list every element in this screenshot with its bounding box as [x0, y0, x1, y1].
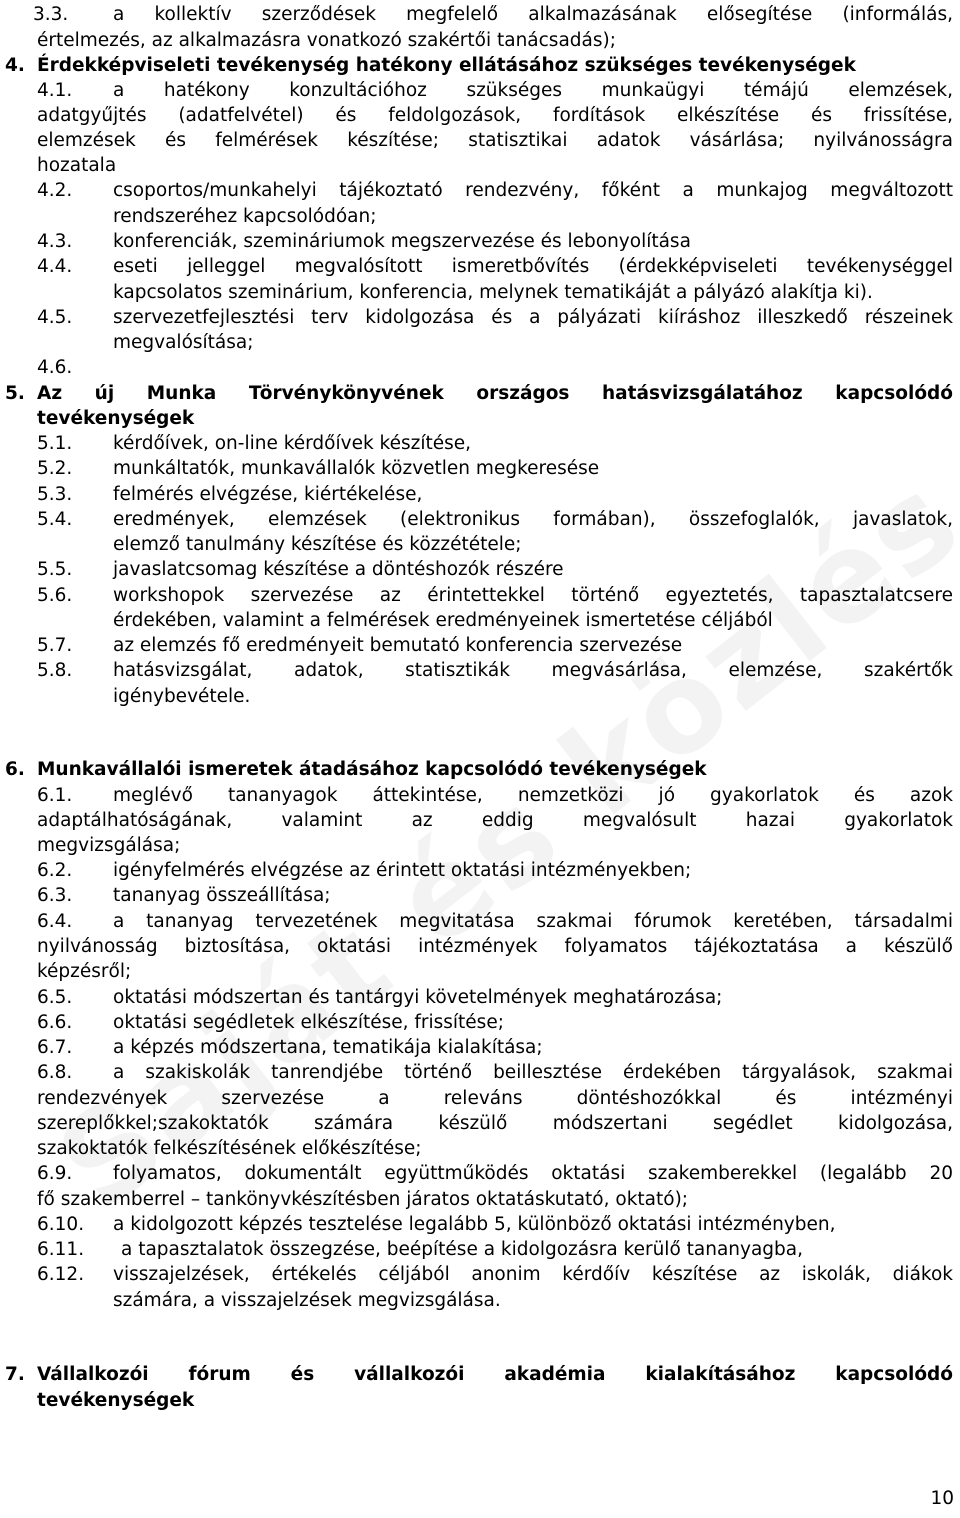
list-item: [0, 783, 960, 809]
item-number: 5.2.: [37, 458, 73, 479]
item-text: elemzések és felmérések készítése; statisztikai adatok vásárlása; nyilvánosságra: [37, 130, 953, 151]
list-item-continuation: [0, 153, 960, 179]
list-item: [0, 78, 960, 104]
item-text: tananyag összeállítása;: [113, 885, 331, 906]
item-number: 4.6.: [37, 357, 73, 378]
item-text: képzésről;: [37, 961, 132, 982]
item-text: a kidolgozott képzés tesztelése legalább 5, különböző oktatási intézményben,: [113, 1214, 836, 1235]
section-heading: [0, 1362, 960, 1388]
list-item-continuation: [0, 1288, 960, 1314]
item-number: 6.3.: [37, 885, 73, 906]
item-text: adaptálhatóságának, valamint az eddig megvalósult hazai gyakorlatok: [37, 810, 953, 831]
item-text: számára, a visszajelzések megvizsgálása.: [113, 1290, 501, 1311]
list-item: [0, 1035, 960, 1061]
item-number: 5.8.: [37, 660, 73, 681]
list-item-continuation: [0, 608, 960, 634]
section-number: 6.: [5, 759, 25, 780]
list-item: [0, 633, 960, 659]
list-item: [0, 858, 960, 884]
list-item-continuation: [0, 934, 960, 960]
list-item-continuation: [0, 330, 960, 356]
item-number: 4.2.: [37, 180, 73, 201]
list-item: [0, 583, 960, 609]
item-number: 6.4.: [37, 911, 73, 932]
item-text: kapcsolatos szeminárium, konferencia, melynek tematikáját a pályázó alakítja ki).: [113, 282, 873, 303]
item-number: 3.3.: [33, 4, 69, 25]
item-text: fő szakemberrel – tankönyvkészítésben járatos oktatáskutató, oktató);: [37, 1189, 689, 1210]
list-item-continuation: [0, 1187, 960, 1213]
item-number: 4.1.: [37, 80, 73, 101]
item-number: 6.2.: [37, 860, 73, 881]
item-text: meglévő tananyagok áttekintése, nemzetközi jó gyakorlatok és azok: [113, 785, 953, 806]
item-text: a hatékony konzultációhoz szükséges munkaügyi témájú elemzések,: [113, 80, 953, 101]
section-title: tevékenységek: [37, 408, 195, 429]
list-item-continuation: [0, 280, 960, 306]
item-text: a tapasztalatok összegzése, beépítése a kidolgozásra kerülő tananyagba,: [121, 1239, 804, 1260]
list-item: [0, 2, 960, 28]
list-item: [0, 1060, 960, 1086]
item-text: eseti jelleggel megvalósított ismeretbővítés (érdekképviseleti tevékenységgel: [113, 256, 953, 277]
item-text: értelmezés, az alkalmazásra vonatkozó szakértői tanácsadás);: [37, 30, 616, 51]
item-text: szervezetfejlesztési terv kidolgozása és a pályázati kiíráshoz illeszkedő részeinek: [113, 307, 953, 328]
list-item: [0, 431, 960, 457]
list-item: [0, 456, 960, 482]
item-number: 4.5.: [37, 307, 73, 328]
list-item-continuation: [0, 684, 960, 710]
list-item: [0, 1161, 960, 1187]
item-number: 5.7.: [37, 635, 73, 656]
item-text: a kollektív szerződések megfelelő alkalmazásának elősegítése (informálás,: [113, 4, 953, 25]
item-text: javaslatcsomag készítése a döntéshozók részére: [113, 559, 564, 580]
item-text: csoportos/munkahelyi tájékoztató rendezvény, főként a munkajog megváltozott: [113, 180, 953, 201]
item-text: rendszeréhez kapcsolódóan;: [113, 206, 377, 227]
item-number: 6.7.: [37, 1037, 73, 1058]
section-heading: [0, 757, 960, 783]
item-text: igénybevétele.: [113, 686, 251, 707]
list-item: [0, 229, 960, 255]
item-number: 6.8.: [37, 1062, 73, 1083]
item-text: visszajelzések, értékelés céljából anonim kérdőív készítése az iskolák, diákok: [113, 1264, 953, 1285]
list-item-continuation: [0, 128, 960, 154]
item-text: hatásvizsgálat, adatok, statisztikák megvásárlása, elemzése, szakértők: [113, 660, 953, 681]
section-title: Vállalkozói fórum és vállalkozói akadémia kialakításához kapcsolódó: [37, 1364, 953, 1385]
section-number: 5.: [5, 383, 25, 404]
item-number: 5.4.: [37, 509, 73, 530]
section-number: 4.: [5, 55, 25, 76]
list-item: [0, 178, 960, 204]
item-number: 5.5.: [37, 559, 73, 580]
item-number: 4.4.: [37, 256, 73, 277]
section-title: Az új Munka Törvénykönyvének országos hatásvizsgálatához kapcsolódó: [37, 383, 953, 404]
list-item-continuation: [0, 103, 960, 129]
section-number: 7.: [5, 1364, 25, 1385]
list-item: [0, 909, 960, 935]
page-number: 10: [930, 1488, 954, 1509]
list-item: [0, 1262, 960, 1288]
list-item-continuation: [0, 1136, 960, 1162]
section-title: Munkavállalói ismeretek átadásához kapcsolódó tevékenységek: [37, 759, 707, 780]
item-text: az elemzés fő eredményeit bemutató konferencia szervezése: [113, 635, 683, 656]
list-item: [0, 1010, 960, 1036]
item-text: szereplőkkel;szakoktatók számára készülő módszertani segédlet kidolgozása,: [37, 1113, 953, 1134]
list-item: [0, 254, 960, 280]
item-text: nyilvánosság biztosítása, oktatási intézmények folyamatos tájékoztatása a készülő: [37, 936, 953, 957]
item-number: 6.5.: [37, 987, 73, 1008]
item-text: munkáltatók, munkavállalók közvetlen megkeresése: [113, 458, 600, 479]
list-item-continuation: [0, 1111, 960, 1137]
item-text: a szakiskolák tanrendjébe történő beillesztése érdekében tárgyalások, szakmai: [113, 1062, 953, 1083]
list-item-continuation: [0, 28, 960, 54]
item-text: oktatási segédletek elkészítése, frissítése;: [113, 1012, 504, 1033]
list-item: [0, 985, 960, 1011]
list-item-continuation: [0, 833, 960, 859]
item-number: 5.6.: [37, 585, 73, 606]
section-heading: [0, 381, 960, 407]
section-heading-continuation: [0, 1388, 960, 1414]
list-item-continuation: [0, 959, 960, 985]
section-heading: [0, 53, 960, 79]
item-text: adatgyűjtés (adatfelvétel) és feldolgozások, fordítások elkészítése és frissítése,: [37, 105, 953, 126]
item-text: megvizsgálása;: [37, 835, 181, 856]
list-item: [0, 507, 960, 533]
item-text: felmérés elvégzése, kiértékelése,: [113, 484, 423, 505]
item-number: 5.1.: [37, 433, 73, 454]
item-text: a képzés módszertana, tematikája kialakítása;: [113, 1037, 543, 1058]
list-item-continuation: [0, 1086, 960, 1112]
item-number: 6.11.: [37, 1239, 85, 1260]
item-number: 4.3.: [37, 231, 73, 252]
item-number: 5.3.: [37, 484, 73, 505]
item-text: folyamatos, dokumentált együttműködés oktatási szakemberekkel (legalább 20: [113, 1163, 953, 1184]
item-text: hozatala: [37, 155, 117, 176]
section-title: Érdekképviseleti tevékenység hatékony ellátásához szükséges tevékenységek: [37, 55, 856, 76]
section-title: tevékenységek: [37, 1390, 195, 1411]
list-item: [0, 658, 960, 684]
list-item-continuation: [0, 808, 960, 834]
item-text: megvalósítása;: [113, 332, 254, 353]
item-text: kérdőívek, on-line kérdőívek készítése,: [113, 433, 472, 454]
item-text: igényfelmérés elvégzése az érintett oktatási intézményekben;: [113, 860, 692, 881]
item-number: 6.12.: [37, 1264, 85, 1285]
list-item: [0, 305, 960, 331]
item-text: oktatási módszertan és tantárgyi követelmények meghatározása;: [113, 987, 723, 1008]
list-item: [0, 883, 960, 909]
list-item: [0, 1237, 960, 1263]
item-text: eredmények, elemzések (elektronikus formában), összefoglalók, javaslatok,: [113, 509, 953, 530]
list-item: [0, 1212, 960, 1238]
item-number: 6.6.: [37, 1012, 73, 1033]
item-number: 6.1.: [37, 785, 73, 806]
item-text: rendezvények szervezése a releváns döntéshozókkal és intézményi: [37, 1088, 953, 1109]
item-text: érdekében, valamint a felmérések eredményeinek ismertetése céljából: [113, 610, 773, 631]
item-number: 6.9.: [37, 1163, 73, 1184]
list-item: [0, 557, 960, 583]
item-text: a tananyag tervezetének megvitatása szakmai fórumok keretében, társadalmi: [113, 911, 953, 932]
item-text: szakoktatók felkészítésének előkészítése;: [37, 1138, 422, 1159]
item-text: elemző tanulmány készítése és közzététele;: [113, 534, 522, 555]
list-item-continuation: [0, 204, 960, 230]
item-text: workshopok szervezése az érintettekkel történő egyeztetés, tapasztalatcsere: [113, 585, 953, 606]
list-item-continuation: [0, 532, 960, 558]
section-heading-continuation: [0, 406, 960, 432]
list-item: [0, 355, 960, 381]
list-item: [0, 482, 960, 508]
item-text: konferenciák, szemináriumok megszervezése és lebonyolítása: [113, 231, 691, 252]
item-number: 6.10.: [37, 1214, 85, 1235]
